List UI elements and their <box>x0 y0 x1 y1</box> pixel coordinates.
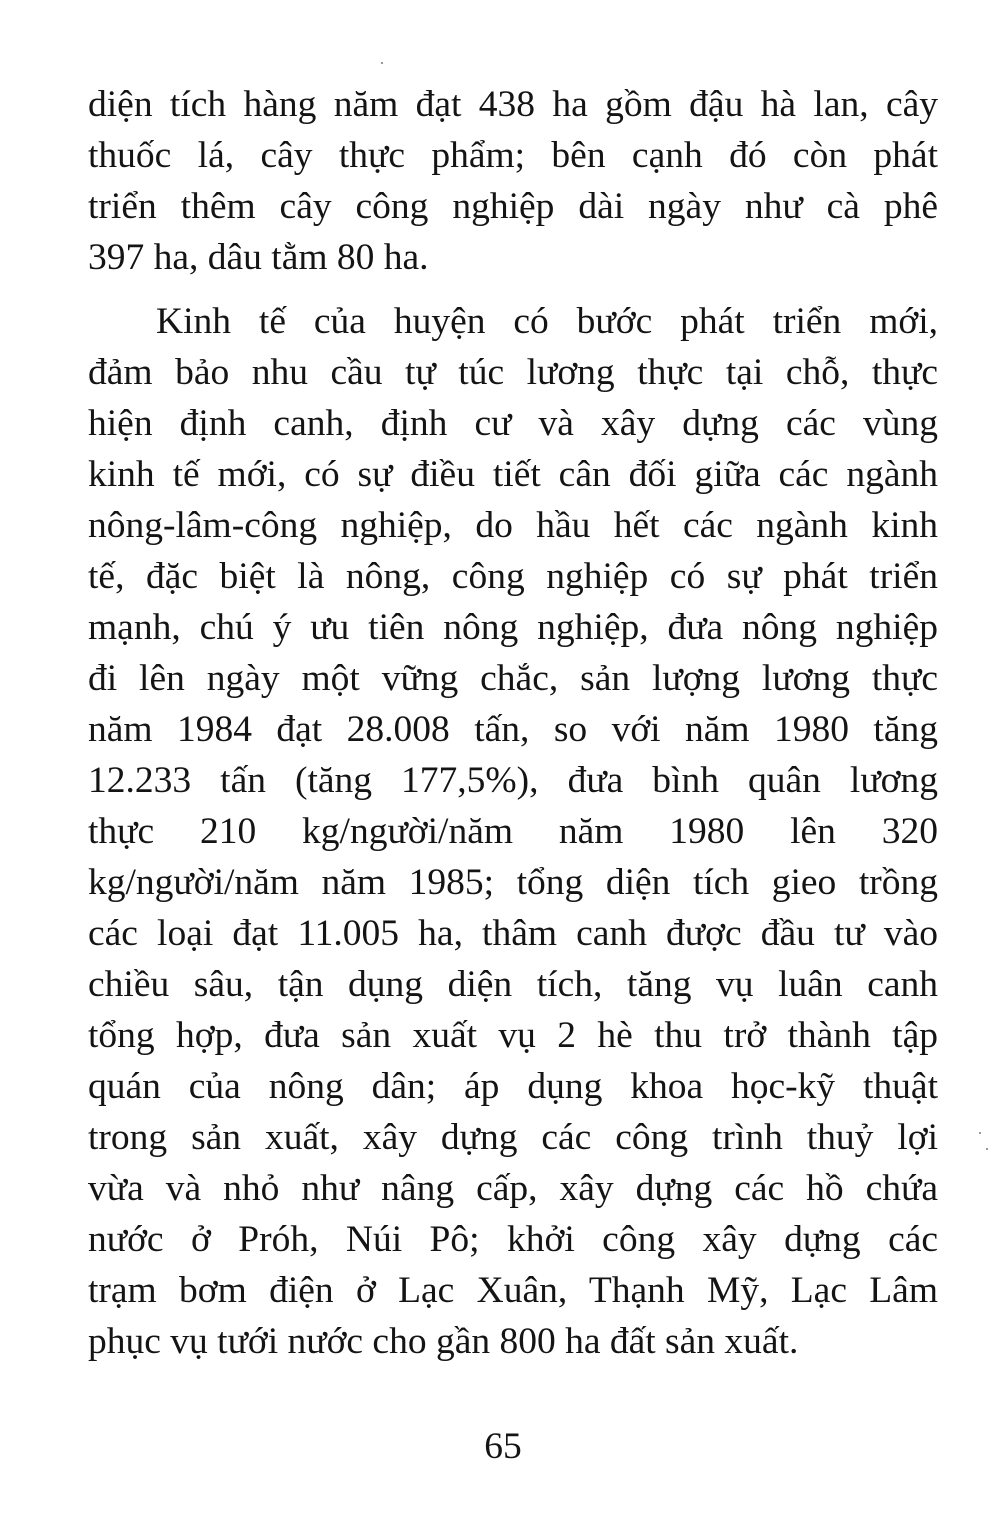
text-line: triển thêm cây công nghiệp dài ngày như cà phê <box>88 186 938 227</box>
text-line: thực 210 kg/người/năm năm 1980 lên 320 <box>88 811 938 852</box>
text-line: đi lên ngày một vững chắc, sản lượng lương thực <box>88 658 938 699</box>
body-text <box>88 79 938 1367</box>
text-line: kg/người/năm năm 1985; tổng diện tích gieo trồng <box>88 862 938 903</box>
text-line: nông-lâm-công nghiệp, do hầu hết các ngành kinh <box>88 505 938 546</box>
text-line: các loại đạt 11.005 ha, thâm canh được đầu tư vào <box>88 913 938 954</box>
text-line: mạnh, chú ý ưu tiên nông nghiệp, đưa nông nghiệp <box>88 607 938 648</box>
text-line: phục vụ tưới nước cho gần 800 ha đất sản xuất. <box>88 1321 799 1362</box>
text-line: diện tích hàng năm đạt 438 ha gồm đậu hà lan, cây <box>88 84 938 125</box>
text-line: đảm bảo nhu cầu tự túc lương thực tại chỗ, thực <box>88 352 938 393</box>
text-line: vừa và nhỏ như nâng cấp, xây dựng các hồ chứa <box>88 1168 938 1209</box>
text-line: chiều sâu, tận dụng diện tích, tăng vụ luân canh <box>88 964 938 1005</box>
scan-speck <box>979 1132 981 1134</box>
scan-speck <box>986 1148 988 1150</box>
text-line: trạm bơm điện ở Lạc Xuân, Thạnh Mỹ, Lạc Lâm <box>88 1270 938 1311</box>
page-number: 65 <box>484 1426 522 1467</box>
scan-speck <box>381 62 383 64</box>
text-line: 397 ha, dâu tằm 80 ha. <box>88 237 429 278</box>
text-line: thuốc lá, cây thực phẩm; bên cạnh đó còn phát <box>88 135 938 176</box>
text-line: hiện định canh, định cư và xây dựng các vùng <box>88 403 938 444</box>
text-line: tổng hợp, đưa sản xuất vụ 2 hè thu trở thành tập <box>88 1015 938 1056</box>
text-line: năm 1984 đạt 28.008 tấn, so với năm 1980 tăng <box>88 709 938 750</box>
paragraph-2 <box>88 296 938 1367</box>
text-line: nước ở Próh, Núi Pô; khởi công xây dựng các <box>88 1219 938 1260</box>
text-line: kinh tế mới, có sự điều tiết cân đối giữa các ngành <box>88 454 938 495</box>
text-line: trong sản xuất, xây dựng các công trình thuỷ lợi <box>88 1117 938 1158</box>
text-line: Kinh tế của huyện có bước phát triển mới, <box>156 301 938 342</box>
text-line: 12.233 tấn (tăng 177,5%), đưa bình quân lương <box>88 760 938 801</box>
text-line: tế, đặc biệt là nông, công nghiệp có sự phát triển <box>88 556 938 597</box>
paragraph-1 <box>88 79 938 283</box>
text-line: quán của nông dân; áp dụng khoa học-kỹ thuật <box>88 1066 938 1107</box>
